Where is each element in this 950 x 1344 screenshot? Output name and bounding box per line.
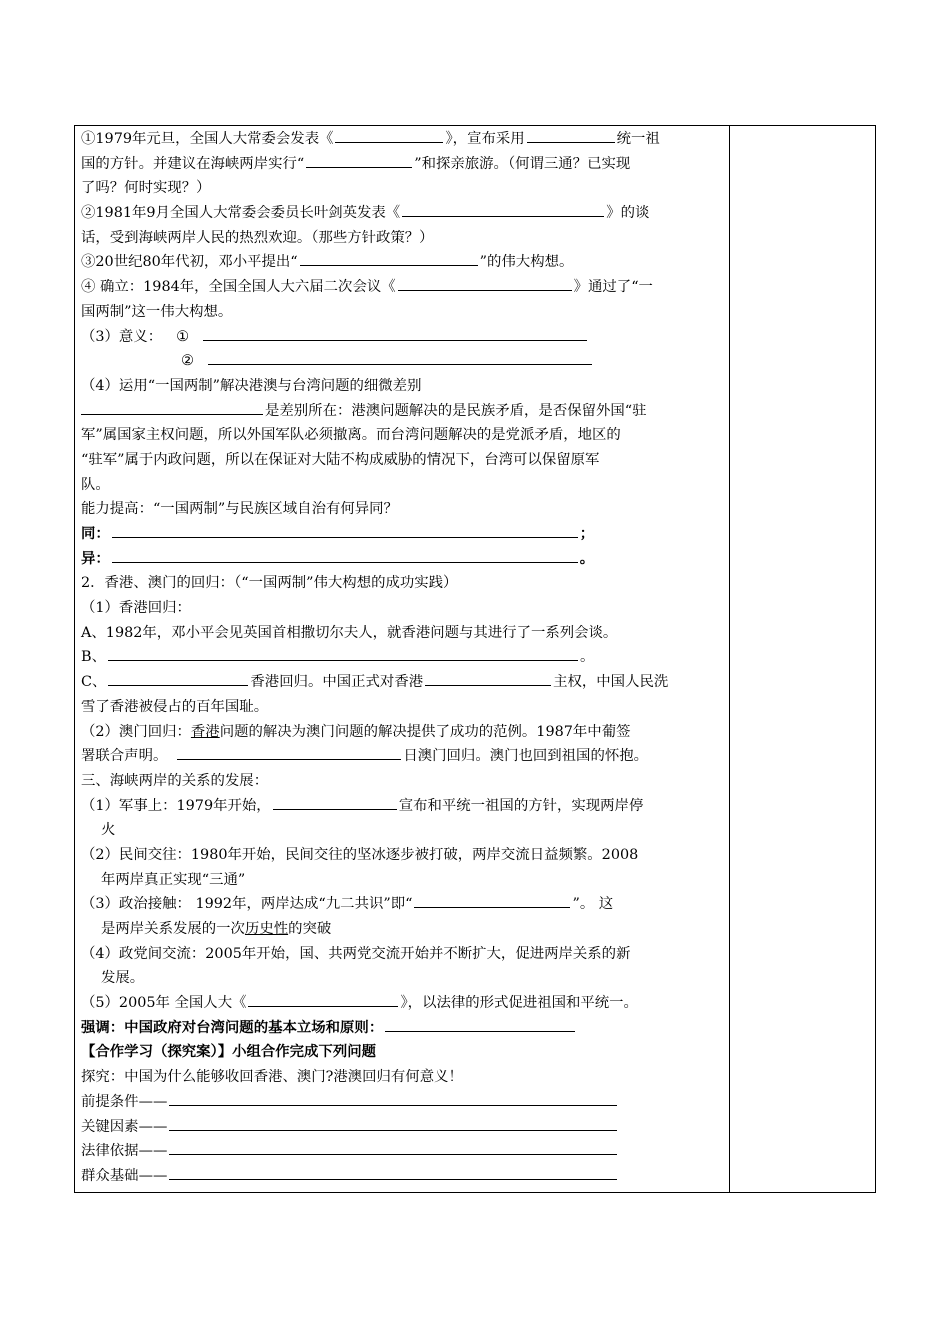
line: 国两制”这一伟大构想。 <box>81 303 233 320</box>
line: 火 <box>101 822 116 839</box>
line: 异： 。 <box>81 549 595 567</box>
blank-field[interactable] <box>169 1140 617 1155</box>
line: 话，受到海峡两岸人民的热烈欢迎。（那些方针政策？） <box>81 229 434 246</box>
blank-field[interactable] <box>273 795 397 810</box>
line: 雪了香港被侵占的百年国耻。 <box>81 698 269 715</box>
line: （2）民间交往：1980年开始，民间交往的坚冰逐步被打破，两岸交流日益频繁。2008 <box>81 846 639 863</box>
line: （3）政治接触： 1992年，两岸达成“九二共识”即“ ”。 这 <box>81 892 725 917</box>
blank-field[interactable] <box>527 128 615 143</box>
blank-field[interactable] <box>335 128 443 143</box>
line: （4）政党间交流：2005年开始，国、共两党交流开始并不断扩大，促进两岸关系的新 <box>81 945 631 962</box>
line: 三、海峡两岸的关系的发展： <box>81 772 269 789</box>
line: 能力提高：“一国两制”与民族区域自治有何异同？ <box>81 501 398 518</box>
blank-field[interactable] <box>208 350 592 365</box>
line: 军”属国家主权问题，所以外国军队必须撤离。而台湾问题解决的是党派矛盾，地区的 <box>81 427 621 444</box>
line: B、 。 <box>81 645 725 670</box>
blank-field[interactable] <box>169 1091 617 1106</box>
blank-field[interactable] <box>108 646 578 661</box>
line: 前提条件—— <box>81 1090 725 1115</box>
line: 2．香港、澳门的回归：（“一国两制”伟大构想的成功实践） <box>81 575 458 592</box>
blank-field[interactable] <box>402 202 604 217</box>
blank-field[interactable] <box>108 671 248 686</box>
line: 发展。 <box>101 970 145 987</box>
line: “驻军”属于内政问题，所以在保证对大陆不构成威胁的情况下，台湾可以保留原军 <box>81 451 600 468</box>
line: 了吗？何时实现？） <box>81 180 211 197</box>
line: 是差别所在：港澳问题解决的是民族矛盾，是否保留外国“驻 <box>81 399 725 424</box>
line: 法律依据—— <box>81 1139 725 1164</box>
line: 强调：中国政府对台湾问题的基本立场和原则： <box>81 1016 725 1041</box>
line: 探究：中国为什么能够收回香港、澳门?港澳回归有何意义！ <box>81 1069 463 1086</box>
line: ③20世纪80年代初，邓小平提出“ ”的伟大构想。 <box>81 250 725 275</box>
blank-field[interactable] <box>414 893 570 908</box>
blank-field[interactable] <box>248 992 398 1007</box>
column-divider <box>729 125 730 1193</box>
line: ②1981年9月全国人大常委会委员长叶剑英发表《 》的谈 <box>81 201 725 226</box>
blank-field[interactable] <box>385 1017 575 1032</box>
line: ② <box>81 349 725 374</box>
section-heading: 【合作学习（探究案）】小组合作完成下列问题 <box>81 1043 377 1061</box>
blank-field[interactable] <box>112 523 578 538</box>
line: ①1979年元旦，全国人大常委会发表《 》，宣布采用 统一祖 <box>81 127 725 152</box>
line: 关键因素—— <box>81 1115 725 1140</box>
line: 群众基础—— <box>81 1164 725 1189</box>
worksheet-content <box>81 127 725 1189</box>
blank-field[interactable] <box>203 326 587 341</box>
blank-field[interactable] <box>306 153 412 168</box>
blank-field[interactable] <box>112 548 578 563</box>
line: （1）香港回归： <box>81 600 191 617</box>
line: 国的方针。并建议在海峡两岸实行“ ”和探亲旅游。（何谓三通？已实现 <box>81 152 725 177</box>
line: 同： ； <box>81 525 595 542</box>
line: （3）意义： ① <box>81 325 725 350</box>
line: （5）2005年 全国人大《 》，以法律的形式促进祖国和平统一。 <box>81 991 725 1016</box>
line: （4）运用“一国两制”解决港澳与台湾问题的细微差别 <box>81 377 422 394</box>
line: ④ 确立：1984年，全国全国人大六届二次会议《 》通过了“一 <box>81 275 725 300</box>
blank-field[interactable] <box>300 251 478 266</box>
line: （1）军事上：1979年开始， 宣布和平统一祖国的方针，实现两岸停 <box>81 794 725 819</box>
line: 年两岸真正实现“三通” <box>101 871 246 888</box>
blank-field[interactable] <box>81 400 263 415</box>
line: 署联合声明。 日澳门回归。澳门也回到祖国的怀抱。 <box>81 744 725 769</box>
line: 队。 <box>81 476 110 493</box>
line: （2）澳门回归：香港问题的解决为澳门问题的解决提供了成功的范例。1987年中葡签 <box>81 723 631 740</box>
line: C、 香港回归。中国正式对香港 主权，中国人民洗 <box>81 670 725 695</box>
line: 是两岸关系发展的一次历史性的突破 <box>101 921 332 937</box>
line: A、1982年，邓小平会见英国首相撒切尔夫人，就香港问题与其进行了一系列会谈。 <box>81 624 618 641</box>
blank-field[interactable] <box>425 671 551 686</box>
blank-field[interactable] <box>169 1165 617 1180</box>
blank-field[interactable] <box>169 1116 617 1131</box>
blank-field[interactable] <box>398 276 572 291</box>
blank-field[interactable] <box>177 745 401 760</box>
